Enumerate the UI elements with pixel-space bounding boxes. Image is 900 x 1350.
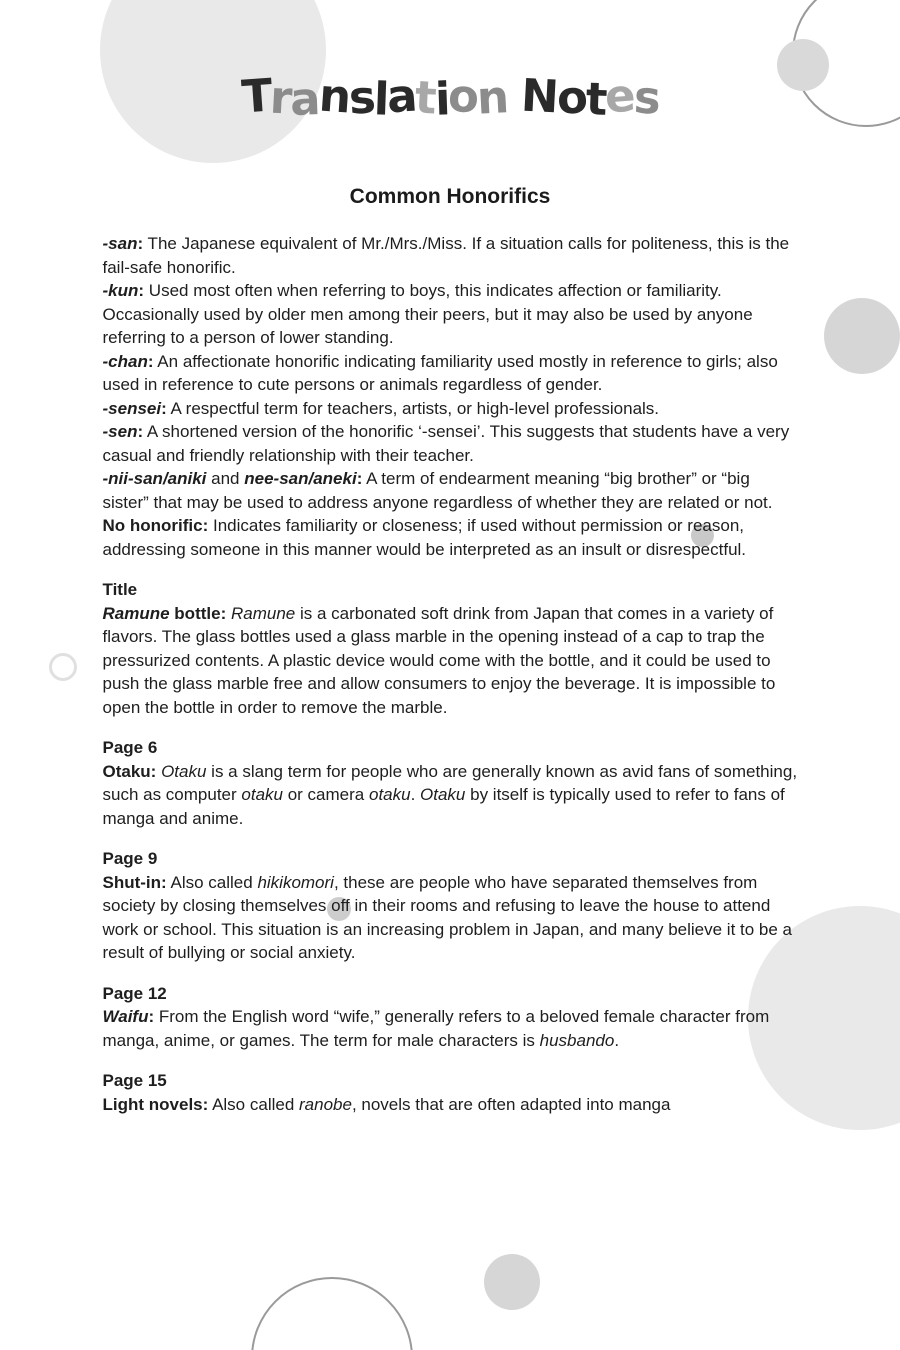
note-paragraph [103,467,798,514]
text-segment: otaku [241,785,283,804]
title-letter: t [584,72,607,126]
text-segment: : [148,1007,155,1026]
text-segment: by itself is typically used to refer to fans of manga and anime. [102,785,785,828]
text-segment: . [410,785,421,804]
text-segment: Shut-in: [102,872,167,892]
notes-body [103,232,798,1116]
title-letter: T [239,68,272,124]
text-segment: -chan [102,351,148,371]
text-segment: : [137,234,144,253]
text-segment: nee-san/aneki [244,469,357,488]
common-honorifics-heading: Common Honorifics [349,185,551,208]
note-paragraph [103,760,798,831]
text-segment: Waifu [102,1007,149,1026]
page-title [0,68,900,126]
title-letter: i [434,72,450,126]
title-letter: a [289,72,320,126]
text-segment: bottle: [169,603,227,623]
text-segment: From the English word “wife,” generally refers to a beloved female character from manga, anime, or games. The term for male characters is [102,1007,770,1050]
note-paragraph [103,397,798,421]
text-segment: Also called [166,872,258,892]
title-letter: t [414,70,437,125]
text-segment: Light novels: [102,1094,209,1114]
text-segment: is a slang term for people who are generally known as avid fans of something, such as computer [102,761,798,804]
text-segment: hikikomori [257,872,334,892]
text-segment: A shortened version of the honorific ‘-sensei’. This suggests that students have a very casual and friendly relationship with their teacher. [102,422,790,465]
text-segment: No honorific: [102,516,209,535]
note-paragraph [103,232,798,279]
text-segment: : [138,281,145,300]
text-segment: Ramune [102,603,170,623]
text-segment: . [614,1030,620,1050]
note-paragraph [103,350,798,397]
text-segment: An affectionate honorific indicating familiarity used mostly in reference to girls; also used in reference to cute persons or animals regardless of gender. [102,351,778,394]
section-page-15 [103,1069,798,1116]
text-segment: ranobe [299,1094,352,1114]
text-segment: Also called [208,1094,300,1114]
section-heading: Title [102,580,138,599]
text-segment: Used most often when referring to boys, this indicates affection or familiarity. Occasionally used by older men among their peers, but it may also be used by anyone referring to a person of lower standing. [102,281,753,347]
text-segment: and [206,469,245,488]
section-page-9 [103,847,798,965]
note-paragraph [103,279,798,350]
title-letter: e [603,68,636,124]
section-heading: Page 9 [102,849,158,868]
text-segment: -sen [102,422,138,441]
note-paragraph [103,1093,798,1117]
text-segment: : [147,351,154,371]
section-page-6 [103,736,798,830]
title-letter: o [555,70,587,125]
text-segment: husbando [539,1030,615,1050]
text-segment: A term of endearment meaning “big brother” or “big sister” that may be used to address anyone regardless of whether they are related or not. [102,469,773,512]
text-segment: is a carbonated soft drink from Japan that comes in a variety of flavors. The glass bottles used a glass marble in the opening instead of a cap to trap the pressurized contents. A plastic device would come with the bottle, and it could be used to push the glass marble free and allow consumers to enjoy the beverage. It is impossible to open the bottle in order to remove the marble. [102,603,776,717]
text-segment: -sensei [102,398,162,418]
title-letter: N [519,68,559,124]
text-segment: : [137,422,144,441]
title-letter: n [317,68,351,124]
text-segment: -nii-san/aniki [102,469,207,488]
note-paragraph [103,420,798,467]
text-segment: or camera [283,785,369,804]
text-segment: , these are people who have separated themselves from society by closing themselves off in their rooms and refusing to leave the house to attend work or school. This situation is an increasing problem in Japan, and many believe it to be a result of bullying or social anxiety. [102,872,793,962]
text-segment: -kun [102,281,139,300]
text-segment: Otaku: [102,761,157,781]
decorative-circle-bottom [484,1254,540,1310]
text-segment: , novels that are often adapted into manga [351,1094,671,1114]
text-segment: Otaku [420,785,466,804]
title-letter: s [347,70,375,125]
section-page-12 [103,982,798,1053]
title-letter: l [372,72,388,126]
text-segment: Indicates familiarity or closeness; if used without permission or reason, addressing someone in this manner would be interpreted as an insult or disrespectful. [102,516,747,559]
section-title-note [103,578,798,719]
title-letter: r [268,70,292,125]
text-segment: : [161,398,167,418]
note-paragraph [103,514,798,561]
text-segment: -san [102,234,138,253]
title-letter: n [475,70,509,125]
title-letter: a [385,68,418,124]
note-paragraph [103,602,798,720]
section-heading: Page 6 [102,738,158,757]
text-segment: A respectful term for teachers, artists, or high-level professionals. [166,398,660,418]
decorative-ring-bottom [251,1277,413,1350]
section-heading: Page 12 [102,983,167,1003]
section-common-honorifics [103,232,798,561]
note-paragraph [103,1005,798,1052]
text-segment: : [356,469,363,488]
text-segment: otaku [368,785,411,804]
note-paragraph [103,871,798,965]
text-segment: Otaku [161,761,207,781]
title-letter: o [447,68,479,124]
title-letter: s [632,70,660,125]
section-heading: Page 15 [102,1071,167,1090]
text-segment: The Japanese equivalent of Mr./Mrs./Miss. If a situation calls for politeness, this is the fail-safe honorific. [102,234,790,277]
text-segment: Ramune [230,603,296,623]
